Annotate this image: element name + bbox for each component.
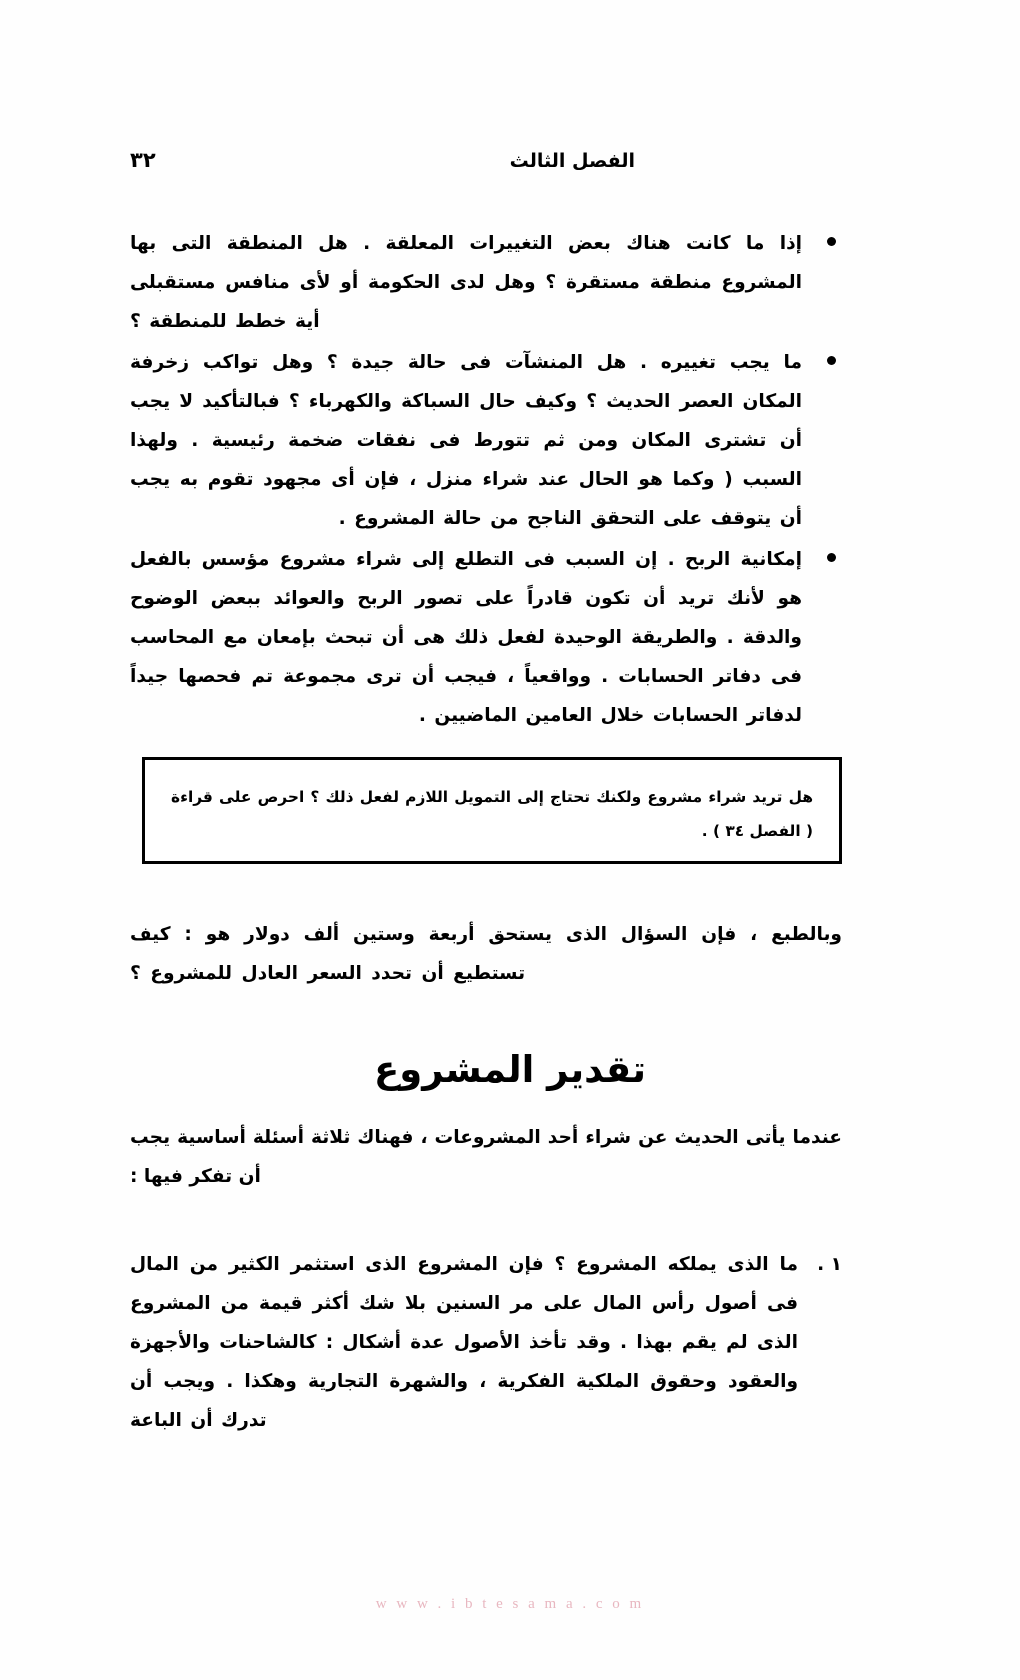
list-item — [130, 1245, 842, 1440]
bullet-dot-icon — [827, 237, 836, 246]
page-number: ٣٢ — [130, 148, 156, 172]
callout-text: هل تريد شراء مشروع ولكنك تحتاج إلى التمويل اللازم لفعل ذلك ؟ احرص على قراءة ( الفصل ٣٤ ) . — [171, 788, 813, 840]
section-intro-paragraph: عندما يأتى الحديث عن شراء أحد المشروعات ، فهناك ثلاثة أسئلة أساسية يجب أن تفكر فيها : — [130, 1127, 842, 1187]
bullet-text: إذا ما كانت هناك بعض التغييرات المعلقة . هل المنطقة التى بها المشروع منطقة مستقرة ؟ وهل لدى الحكومة أو لأى منافس مستقبلى أية خطط للمنطقة ؟ — [130, 233, 802, 332]
list-marker: ١ . — [817, 1254, 842, 1275]
callout-box — [142, 757, 842, 864]
watermark: w w w . i b t e s a m a . c o m — [375, 1596, 645, 1612]
bullet-list — [130, 224, 842, 735]
section-heading: تقدير المشروع — [373, 1048, 646, 1091]
bullet-text: ما يجب تغييره . هل المنشآت فى حالة جيدة ؟ وهل تواكب زخرفة المكان العصر الحديث ؟ وكيف حال السباكة والكهرباء ؟ فبالتأكيد لا يجب أن تشترى المكان ومن ثم تتورط فى نفقات ضخمة رئيسية . ولهذا السبب ( وكما هو الحال عند شراء منزل ، فإن أى مجهود تقوم به يجب أن يتوقف على التحقق الناجح من حالة المشروع . — [130, 352, 802, 529]
list-item — [130, 343, 842, 538]
numbered-item-text: ما الذى يملكه المشروع ؟ فإن المشروع الذى استثمر الكثير من المال فى أصول رأس المال على مر السنين بلا شك أكثر قيمة من المشروع الذى لم يقم بهذا . وقد تأخذ الأصول عدة أشكال : كالشاحنات والأجهزة والعقود وحقوق الملكية الفكرية ، والشهرة التجارية وهكذا . ويجب أن تدرك أن الباعة — [130, 1254, 798, 1431]
bullet-dot-icon — [827, 356, 836, 365]
bullet-dot-icon — [827, 553, 836, 562]
bullet-text: إمكانية الربح . إن السبب فى التطلع إلى شراء مشروع مؤسس بالفعل هو لأنك تريد أن تكون قادراً على تصور الربح والعوائد ببعض الوضوح والدقة . والطريقة الوحيدة لفعل ذلك هى أن تبحث بإمعان مع المحاسب فى دفاتر الحسابات . وواقعياً ، فيجب أن ترى مجموعة تم فحصها جيداً لدفاتر الحسابات خلال العامين الماضيين . — [130, 549, 802, 726]
chapter-title: الفصل الثالث — [509, 150, 635, 172]
running-head — [130, 148, 890, 182]
numbered-list — [130, 1245, 842, 1440]
after-box-paragraph: وبالطبع ، فإن السؤال الذى يستحق أربعة وستين ألف دولار هو : كيف تستطيع أن تحدد السعر العادل للمشروع ؟ — [130, 924, 842, 984]
main-content — [130, 224, 842, 737]
list-item — [130, 540, 842, 735]
list-item — [130, 224, 842, 341]
